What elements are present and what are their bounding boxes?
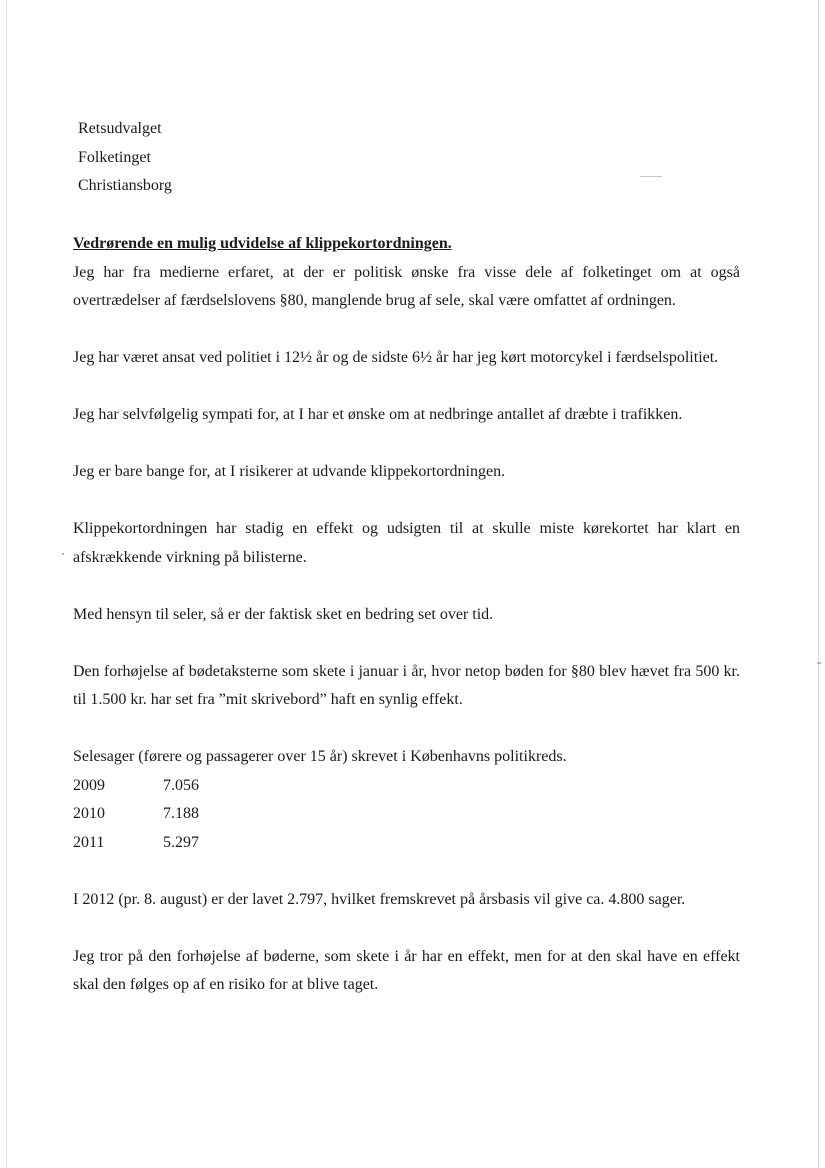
scan-mark-top-right — [640, 176, 662, 177]
paragraph: Jeg har været ansat ved politiet i 12½ år og de sidste 6½ år har jeg kørt motorcykel i færdselspolitiet. — [73, 349, 719, 366]
stats-count: 5.297 — [163, 833, 199, 851]
stats-table — [73, 772, 199, 858]
recipient-line: Retsudvalget — [78, 120, 162, 137]
scan-speck — [817, 662, 821, 664]
stats-count: 7.188 — [163, 805, 199, 822]
stats-row — [73, 829, 199, 858]
recipient-address — [78, 115, 172, 201]
stats-row — [73, 800, 199, 829]
scan-edge-right — [818, 0, 819, 1168]
paragraph: Klippekortordningen har stadig en effekt og udsigten til at skulle miste kørekortet har klart en afskrækkende virkning på bilisterne. — [73, 520, 740, 566]
scan-speck — [62, 553, 64, 555]
paragraph: Jeg har fra medierne erfaret, at der er politisk ønske fra visse dele af folketinget om at også overtrædelser af færdselslovens §80, manglende brug af sele, skal være omfattet af ordningen. — [73, 263, 740, 309]
paragraph: Jeg er bare bange for, at I risikerer at udvande klippekortordningen. — [73, 463, 506, 480]
subject-heading: Vedrørende en mulig udvidelse af klippekortordningen. — [73, 235, 452, 252]
stats-count: 7.056 — [163, 776, 199, 794]
paragraph: I 2012 (pr. 8. august) er der lavet 2.797, hvilket fremskrevet på årsbasis vil give ca. 4.800 sager. — [73, 890, 686, 908]
letter-body — [73, 230, 740, 1028]
stats-year: 2011 — [73, 833, 105, 851]
stats-year: 2009 — [73, 776, 105, 794]
stats-year: 2010 — [73, 805, 105, 822]
paragraph: Med hensyn til seler, så er der faktisk sket en bedring set over tid. — [73, 605, 494, 623]
scan-edge-left — [6, 0, 7, 1168]
stats-caption: Selesager (førere og passagerer over 15 år) skrevet i Københavns politikreds. — [73, 748, 567, 765]
paragraph: Den forhøjelse af bødetaksterne som skete i januar i år, hvor netop bøden for §80 blev hævet fra 500 kr. til 1.500 kr. har set fra ”mit skrivebord” haft en synlig effekt. — [73, 662, 740, 708]
paragraph: Jeg har selvfølgelig sympati for, at I har et ønske om at nedbringe antallet af dræbte i trafikken. — [73, 406, 683, 423]
paragraph: Jeg tror på den forhøjelse af bøderne, som skete i år har en effekt, men for at den skal have en effekt skal den følges op af en risiko for at blive taget. — [73, 947, 740, 993]
recipient-line: Christiansborg — [78, 177, 172, 194]
stats-row — [73, 772, 199, 801]
recipient-line: Folketinget — [78, 148, 151, 166]
